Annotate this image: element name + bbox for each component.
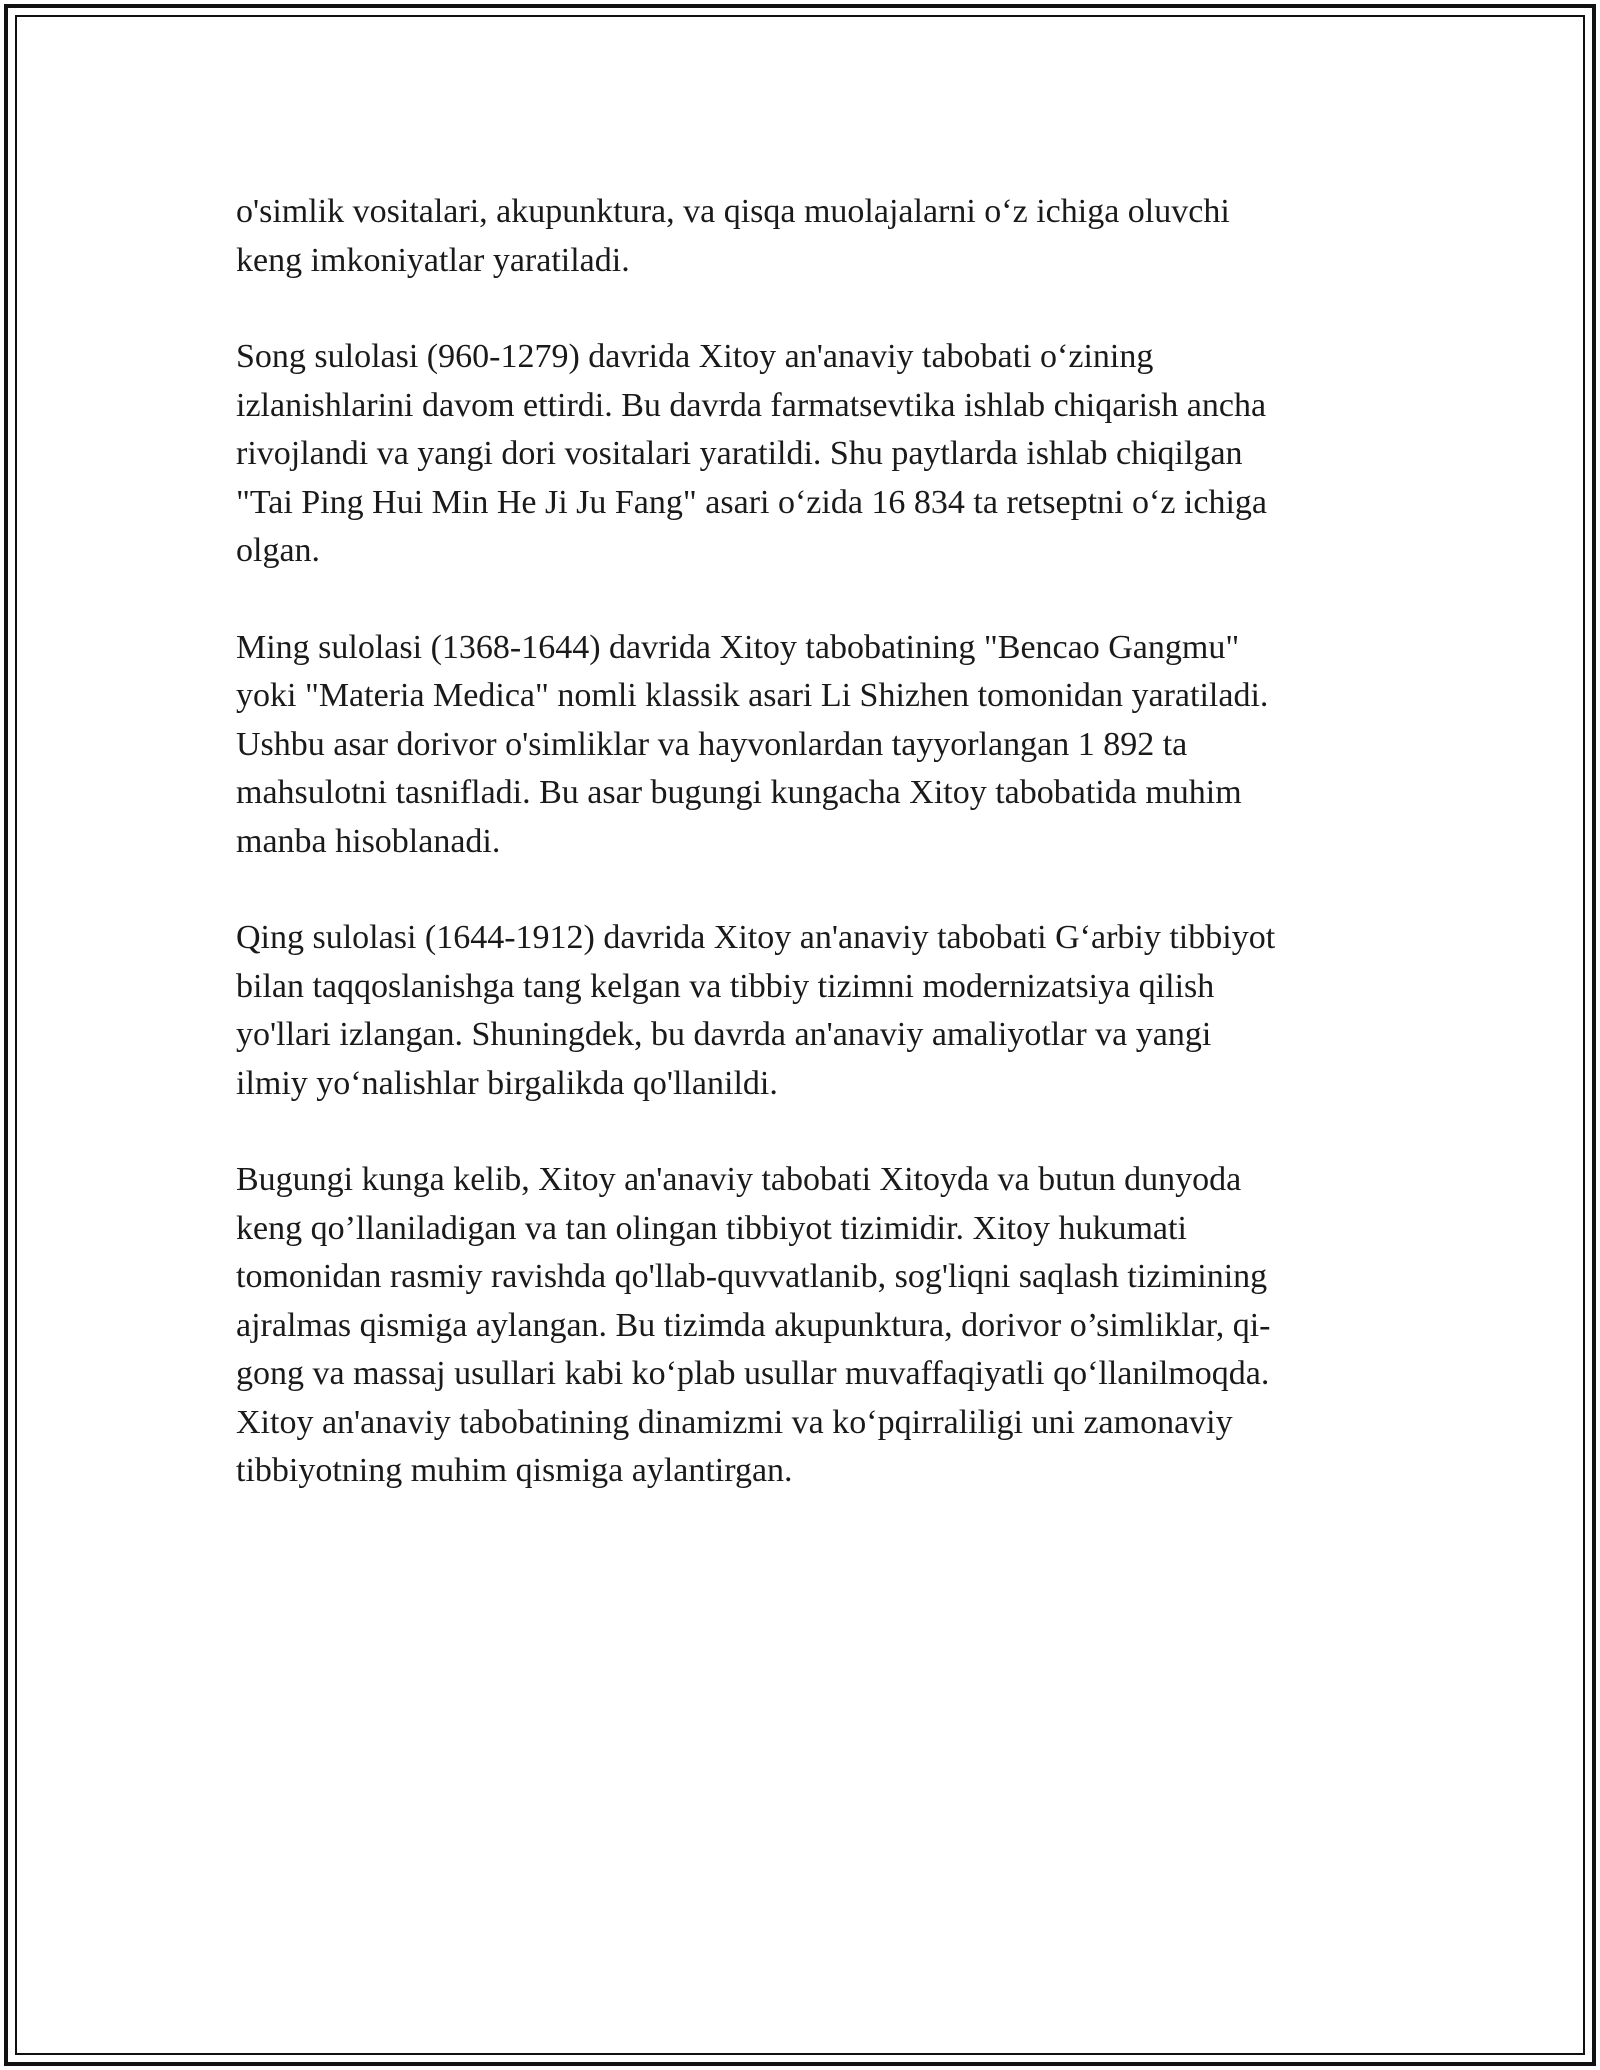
paragraph-modern-day: Bugungi kunga kelib, Xitoy an'anaviy tabobati Xitoyda va butun dunyoda keng qo’llaniladigan va tan olingan tibbiyot tizimidir. Xitoy hukumati tomonidan rasmiy ravishda qo'llab-quvvatlanib, sog'liqni saqlash tizimining ajralmas qismiga aylangan. Bu tizimda akupunktura, dorivor o’simliklar, qi- gong va massaj usullari kabi ko‘plab usullar muvaffaqiyatli qo‘llanilmoqda. Xitoy an'anaviy tabobatining dinamizmi va ko‘pqirraliligi uni zamonaviy tibbiyotning muhim qismiga aylantirgan. (236, 1161, 1271, 1489)
paragraph-song-dynasty: Song sulolasi (960-1279) davrida Xitoy an'anaviy tabobati o‘zining izlanishlarini davom ettirdi. Bu davrda farmatsevtika ishlab chiqarish ancha rivojlandi va yangi dori vositalari yaratildi. Shu paytlarda ishlab chiqilgan "Tai Ping Hui Min He Ji Ju Fang" asari o‘zida 16 834 ta retseptni o‘z ichiga olgan. (236, 338, 1268, 569)
paragraph-qing-dynasty: Qing sulolasi (1644-1912) davrida Xitoy an'anaviy tabobati G‘arbiy tibbiyot bilan taqqoslanishga tang kelgan va tibbiy tizimni modernizatsiya qilish yo'llari izlangan. Shuningdek, bu davrda an'anaviy amaliyotlar va yangi ilmiy yo‘nalishlar birgalikda qo'llanildi. (236, 919, 1276, 1102)
paragraph-herbal-remedies-continuation: o'simlik vositalari, akupunktura, va qisqa muolajalarni o‘z ichiga oluvchi keng imkoniyatlar yaratiladi. (236, 193, 1230, 279)
paragraph-ming-dynasty: Ming sulolasi (1368-1644) davrida Xitoy tabobatining "Bencao Gangmu" yoki "Materia Medica" nomli klassik asari Li Shizhen tomonidan yaratiladi. Ushbu asar dorivor o'simliklar va hayvonlardan tayyorlangan 1 892 ta mahsulotni tasnifladi. Bu asar bugungi kungacha Xitoy tabobatida muhim manba hisoblanadi. (236, 628, 1269, 860)
document-body (236, 188, 1366, 1544)
